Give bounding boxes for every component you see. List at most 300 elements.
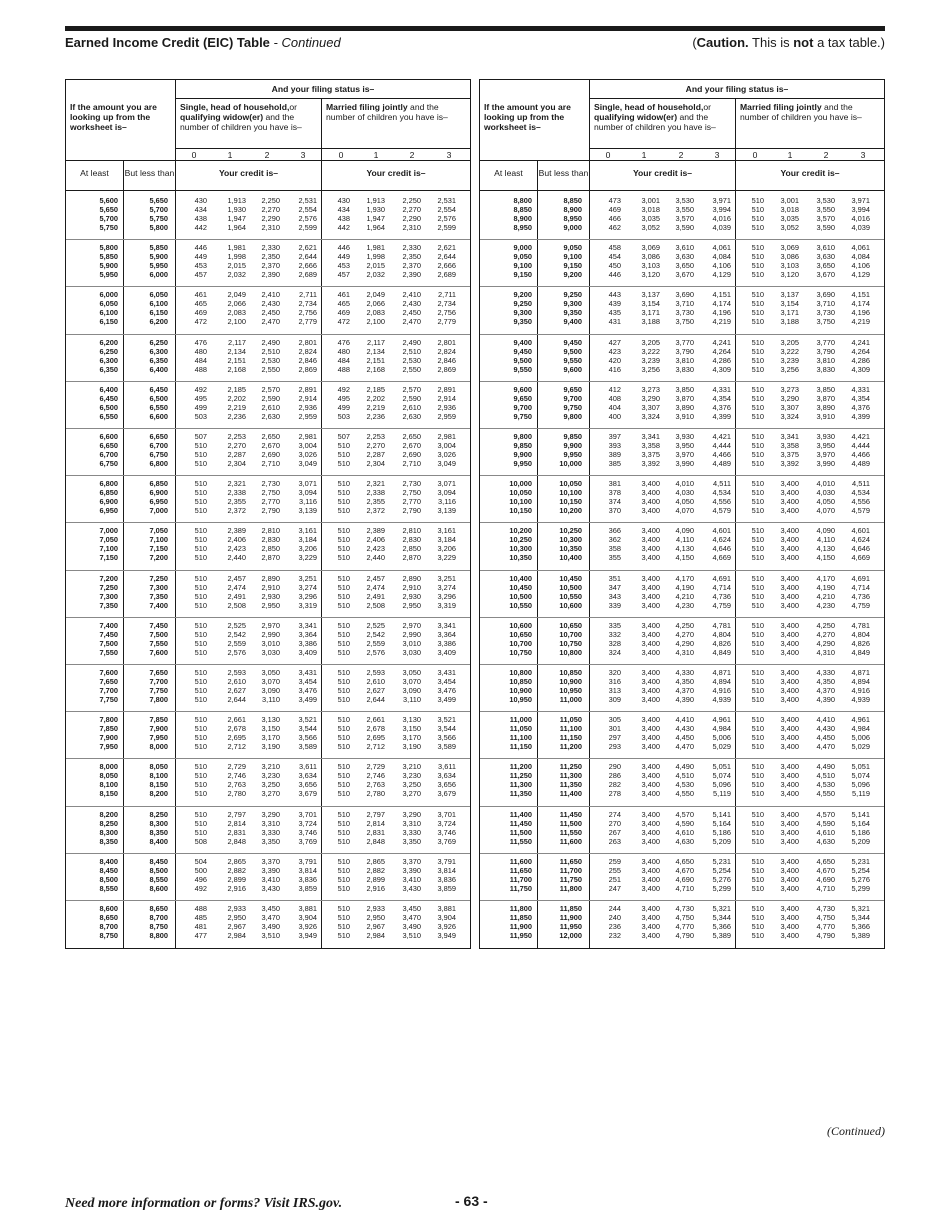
credit-value: 510 [194, 600, 207, 610]
credit-value: 4,750 [816, 913, 835, 922]
credit-value: 2,695 [366, 733, 385, 743]
credit-value: 510 [337, 780, 350, 790]
right-group-divider [480, 758, 884, 759]
credit-value: 3,400 [641, 883, 660, 893]
credit-value: 3,324 [780, 411, 799, 421]
but-less-value: 8,900 [563, 205, 582, 214]
credit-value: 3,400 [780, 544, 799, 554]
table-row [66, 403, 470, 412]
credit-value: 3,930 [816, 432, 835, 441]
table-row [480, 347, 884, 356]
credit-value: 510 [337, 695, 350, 704]
at-least-value: 7,800 [99, 715, 118, 725]
but-less-value: 7,400 [149, 600, 168, 610]
credit-value: 4,354 [712, 393, 731, 403]
credit-value: 5,276 [851, 874, 870, 884]
right-row-group [480, 762, 884, 806]
credit-value: 481 [194, 922, 207, 931]
credit-value: 4,511 [852, 479, 870, 489]
table-row [66, 875, 470, 884]
at-least-value: 7,900 [99, 733, 118, 743]
credit-value: 3,120 [780, 270, 799, 280]
credit-value: 286 [608, 771, 621, 781]
at-least-value: 7,750 [99, 695, 118, 704]
credit-value: 4,129 [851, 270, 870, 280]
credit-value: 3,206 [437, 544, 456, 554]
credit-value: 4,106 [851, 261, 870, 271]
table-row [480, 762, 884, 771]
credit-value: 3,690 [816, 290, 835, 300]
credit-value: 4,376 [712, 402, 731, 412]
table-row [480, 931, 884, 940]
at-least-value: 9,650 [513, 393, 532, 403]
credit-value: 4,530 [816, 780, 835, 790]
credit-value: 510 [751, 337, 764, 347]
credit-value: 3,590 [675, 223, 694, 232]
table-row [66, 205, 470, 214]
but-less-value: 8,650 [149, 904, 168, 913]
credit-value: 2,321 [227, 479, 246, 489]
table-row [66, 270, 470, 279]
credit-value: 2,933 [227, 904, 246, 913]
but-less-value: 5,850 [149, 243, 168, 253]
at-least-value: 6,250 [99, 346, 118, 356]
credit-value: 510 [194, 497, 207, 507]
credit-value: 2,350 [261, 252, 280, 262]
but-less-value: 11,050 [559, 715, 582, 725]
credit-value: 3,431 [298, 668, 317, 677]
credit-value: 3,476 [437, 686, 456, 695]
credit-value: 240 [608, 913, 621, 922]
credit-value: 3,470 [261, 913, 280, 922]
credit-value: 2,621 [298, 243, 317, 253]
table-row [66, 648, 470, 657]
credit-value: 4,590 [816, 818, 835, 828]
credit-value: 2,134 [366, 346, 385, 356]
table-row [480, 385, 884, 394]
table-row [66, 535, 470, 544]
credit-value: 351 [608, 573, 621, 583]
at-least-value: 5,850 [99, 252, 118, 262]
credit-value: 3,229 [298, 553, 317, 563]
credit-value: 2,650 [402, 432, 421, 441]
but-less-value: 9,950 [563, 450, 582, 459]
left-group-divider [66, 475, 470, 476]
credit-value: 454 [608, 252, 621, 262]
credit-value: 510 [194, 629, 207, 639]
credit-value: 4,370 [816, 686, 835, 695]
left-group-divider [66, 286, 470, 287]
table-row [66, 308, 470, 317]
credit-value: 1,981 [227, 243, 246, 253]
credit-value: 2,627 [227, 686, 246, 695]
credit-value: 3,130 [261, 715, 280, 725]
credit-value: 5,389 [712, 931, 731, 940]
credit-value: 3,400 [641, 506, 660, 516]
credit-value: 4,826 [851, 638, 870, 648]
credit-value: 3,400 [641, 591, 660, 601]
but-less-value: 8,550 [149, 874, 168, 884]
at-least-value: 11,350 [509, 789, 532, 799]
credit-value: 5,276 [712, 874, 731, 884]
table-row [66, 695, 470, 704]
at-least-value: 10,100 [509, 497, 532, 507]
credit-value: 510 [751, 308, 764, 318]
credit-value: 3,810 [816, 355, 835, 365]
credit-value: 2,066 [227, 299, 246, 309]
table-row [480, 412, 884, 421]
credit-value: 2,202 [227, 393, 246, 403]
credit-value: 328 [608, 638, 621, 648]
credit-value: 4,376 [851, 402, 870, 412]
table-row [480, 243, 884, 252]
credit-value: 3,030 [402, 647, 421, 657]
left-hline-0 [175, 98, 470, 99]
table-row [66, 432, 470, 441]
credit-value: 510 [751, 364, 764, 374]
left-row-group [66, 526, 470, 570]
credit-value: 3,910 [675, 411, 694, 421]
continued-note: (Continued) [827, 1124, 885, 1138]
but-less-value: 11,500 [559, 818, 582, 828]
credit-value: 324 [608, 647, 621, 657]
credit-value: 510 [194, 479, 207, 489]
at-least-value: 7,600 [99, 668, 118, 677]
credit-value: 3,188 [641, 317, 660, 327]
but-less-value: 9,800 [563, 411, 582, 421]
credit-value: 3,400 [780, 647, 799, 657]
credit-value: 3,319 [437, 600, 456, 610]
credit-value: 1,981 [366, 243, 385, 253]
credit-value: 3,206 [298, 544, 317, 554]
credit-value: 510 [194, 638, 207, 648]
credit-value: 2,100 [366, 317, 385, 327]
table-row [66, 459, 470, 468]
credit-value: 2,185 [366, 384, 385, 394]
credit-value: 4,070 [675, 506, 694, 516]
credit-value: 4,489 [851, 459, 870, 468]
credit-value: 4,270 [816, 629, 835, 639]
right-credit-single-label: Your credit is– [632, 168, 693, 178]
credit-value: 4,196 [851, 308, 870, 318]
credit-value: 4,790 [816, 931, 835, 940]
credit-value: 3,836 [298, 874, 317, 884]
credit-value: 510 [751, 506, 764, 516]
table-row [480, 630, 884, 639]
left-group-divider [66, 522, 470, 523]
credit-value: 3,296 [437, 591, 456, 601]
credit-value: 510 [194, 677, 207, 686]
left-row-group [66, 621, 470, 665]
left-group-divider [66, 711, 470, 712]
at-least-value: 6,900 [99, 497, 118, 507]
table-row [66, 243, 470, 252]
credit-value: 3,161 [298, 526, 317, 536]
right-hline-2 [480, 160, 884, 161]
left-hline-2 [66, 160, 470, 161]
credit-value: 3,400 [641, 922, 660, 931]
at-least-value: 9,800 [513, 432, 532, 441]
credit-value: 2,430 [261, 299, 280, 309]
at-least-value: 7,550 [99, 647, 118, 657]
table-row [480, 432, 884, 441]
credit-value: 378 [608, 488, 621, 498]
credit-value: 4,310 [816, 647, 835, 657]
credit-value: 477 [194, 931, 207, 940]
credit-value: 316 [608, 677, 621, 686]
credit-value: 4,849 [712, 647, 731, 657]
credit-value: 3,170 [261, 733, 280, 743]
credit-value: 2,406 [366, 535, 385, 545]
table-row [480, 553, 884, 562]
right-group-divider [480, 806, 884, 807]
table-row [480, 875, 884, 884]
but-less-value: 8,500 [149, 865, 168, 875]
left-row-group [66, 904, 470, 948]
credit-value: 4,470 [816, 742, 835, 752]
right-row-group [480, 243, 884, 287]
credit-value: 2,576 [437, 214, 456, 223]
credit-value: 3,296 [298, 591, 317, 601]
credit-value: 5,366 [851, 922, 870, 931]
credit-value: 4,710 [675, 883, 694, 893]
credit-value: 2,610 [261, 402, 280, 412]
credit-value: 2,689 [437, 270, 456, 280]
table-row [480, 252, 884, 261]
right-row-group [480, 290, 884, 334]
credit-value: 4,330 [816, 668, 835, 677]
credit-value: 510 [751, 724, 764, 734]
credit-value: 495 [194, 393, 207, 403]
credit-value: 5,074 [712, 771, 731, 781]
at-least-value: 11,100 [509, 733, 532, 743]
but-less-value: 5,800 [149, 223, 168, 232]
table-row [480, 648, 884, 657]
credit-value: 2,770 [402, 497, 421, 507]
credit-value: 3,116 [299, 497, 317, 507]
credit-value: 2,450 [261, 308, 280, 318]
but-less-value: 7,650 [149, 668, 168, 677]
credit-value: 2,570 [261, 384, 280, 394]
credit-value: 510 [337, 874, 350, 884]
credit-value: 3,730 [816, 308, 835, 318]
credit-value: 2,621 [437, 243, 456, 253]
table-row [480, 497, 884, 506]
credit-value: 496 [194, 874, 207, 884]
credit-value: 5,231 [712, 856, 731, 866]
credit-value: 510 [337, 913, 350, 922]
but-less-value: 8,000 [149, 742, 168, 752]
credit-value: 3,400 [641, 647, 660, 657]
but-less-value: 7,500 [149, 629, 168, 639]
credit-value: 3,400 [641, 535, 660, 545]
credit-value: 5,231 [851, 856, 870, 866]
credit-value: 2,865 [366, 856, 385, 866]
right-group-divider [480, 286, 884, 287]
credit-value: 3,499 [298, 695, 317, 704]
credit-value: 2,891 [437, 384, 456, 394]
table-row [66, 715, 470, 724]
credit-value: 3,400 [641, 582, 660, 592]
table-row [480, 205, 884, 214]
left-row-group [66, 574, 470, 618]
credit-value: 2,168 [227, 364, 246, 374]
but-less-value: 10,300 [559, 535, 582, 545]
credit-value: 484 [337, 355, 350, 365]
credit-value: 3,070 [261, 677, 280, 686]
credit-value: 495 [337, 393, 350, 403]
credit-value: 450 [608, 261, 621, 271]
credit-value: 2,869 [298, 364, 317, 374]
credit-value: 3,971 [851, 196, 870, 205]
table-row [480, 922, 884, 931]
credit-value: 3,400 [641, 695, 660, 704]
at-least-value: 11,000 [509, 715, 532, 725]
table-row [480, 828, 884, 837]
at-least-value: 11,600 [509, 856, 532, 866]
credit-value: 4,984 [851, 724, 870, 734]
credit-value: 510 [751, 883, 764, 893]
credit-value: 4,061 [712, 243, 731, 253]
at-least-value: 9,150 [513, 270, 532, 280]
credit-value: 3,769 [298, 836, 317, 846]
at-least-value: 6,300 [99, 355, 118, 365]
left-amount-label: If the amount you are looking up from the worksheet is– [70, 102, 157, 132]
credit-value: 465 [194, 299, 207, 309]
credit-value: 4,894 [851, 677, 870, 686]
credit-value: 510 [751, 535, 764, 545]
credit-value: 3,400 [780, 856, 799, 866]
credit-value: 2,930 [402, 591, 421, 601]
credit-value: 510 [337, 865, 350, 875]
credit-value: 4,090 [675, 526, 694, 536]
credit-value: 2,490 [402, 337, 421, 347]
credit-value: 5,209 [851, 836, 870, 846]
credit-value: 510 [751, 874, 764, 884]
credit-value: 4,759 [712, 600, 731, 610]
credit-value: 510 [751, 600, 764, 610]
credit-value: 3,256 [641, 364, 660, 374]
but-less-value: 9,500 [563, 346, 582, 356]
credit-value: 4,490 [816, 762, 835, 772]
right-children-count-2: 2 [678, 150, 684, 160]
credit-value: 4,849 [851, 647, 870, 657]
credit-value: 3,400 [641, 677, 660, 686]
at-least-value: 9,950 [513, 459, 532, 468]
credit-value: 3,701 [437, 809, 456, 819]
credit-value: 2,250 [402, 196, 421, 205]
but-less-value: 7,850 [149, 715, 168, 725]
credit-value: 431 [608, 317, 621, 327]
credit-value: 510 [337, 827, 350, 837]
credit-value: 510 [194, 818, 207, 828]
right-hline-0 [589, 98, 884, 99]
credit-value: 510 [751, 809, 764, 819]
table-row [66, 338, 470, 347]
credit-value: 3,049 [298, 459, 317, 468]
table-row [66, 385, 470, 394]
but-less-value: 8,400 [149, 836, 168, 846]
credit-value: 4,151 [851, 290, 870, 300]
credit-value: 465 [337, 299, 350, 309]
but-less-value: 5,950 [149, 261, 168, 271]
but-less-value: 8,700 [149, 913, 168, 922]
table-row [66, 789, 470, 798]
credit-value: 2,440 [366, 553, 385, 563]
credit-value: 3,341 [298, 620, 317, 630]
but-less-value: 6,650 [149, 432, 168, 441]
credit-value: 2,083 [227, 308, 246, 318]
table-row [66, 506, 470, 515]
credit-value: 4,939 [712, 695, 731, 704]
left-row-group [66, 290, 470, 334]
table-row [480, 270, 884, 279]
credit-value: 3,499 [437, 695, 456, 704]
credit-value: 4,630 [816, 836, 835, 846]
credit-value: 3,018 [641, 205, 660, 214]
credit-value: 510 [751, 931, 764, 940]
credit-value: 3,120 [641, 270, 660, 280]
credit-value: 510 [337, 488, 350, 498]
but-less-value: 11,600 [559, 836, 582, 846]
credit-value: 2,270 [366, 441, 385, 450]
credit-value: 3,990 [675, 459, 694, 468]
table-row [480, 308, 884, 317]
credit-value: 510 [751, 488, 764, 498]
credit-value: 370 [608, 506, 621, 516]
left-group-divider [66, 381, 470, 382]
credit-value: 503 [194, 411, 207, 421]
at-least-value: 5,800 [99, 243, 118, 253]
table-row [66, 819, 470, 828]
but-less-value: 11,300 [559, 771, 582, 781]
credit-value: 2,734 [437, 299, 456, 309]
credit-value: 469 [337, 308, 350, 318]
credit-value: 3,710 [816, 299, 835, 309]
but-less-value: 9,300 [563, 299, 582, 309]
but-less-value: 7,200 [149, 553, 168, 563]
credit-value: 510 [751, 715, 764, 725]
credit-value: 2,049 [366, 290, 385, 300]
credit-value: 4,290 [816, 638, 835, 648]
credit-value: 4,650 [675, 856, 694, 866]
credit-value: 2,457 [366, 573, 385, 583]
credit-value: 3,375 [780, 450, 799, 459]
credit-value: 3,859 [298, 883, 317, 893]
credit-value: 510 [337, 818, 350, 828]
credit-value: 2,990 [261, 629, 280, 639]
credit-value: 4,556 [851, 497, 870, 507]
but-less-value: 10,950 [559, 686, 582, 695]
right-row-group [480, 432, 884, 476]
table-row [66, 904, 470, 913]
credit-value: 2,644 [298, 252, 317, 262]
credit-value: 3,490 [402, 922, 421, 931]
credit-value: 3,274 [437, 582, 456, 592]
table-row [480, 592, 884, 601]
credit-value: 2,066 [366, 299, 385, 309]
credit-value: 2,644 [437, 252, 456, 262]
credit-value: 508 [194, 836, 207, 846]
credit-value: 3,004 [298, 441, 317, 450]
credit-value: 3,270 [402, 789, 421, 799]
credit-value: 232 [608, 931, 621, 940]
credit-value: 4,070 [816, 506, 835, 516]
credit-value: 358 [608, 544, 621, 554]
credit-value: 453 [194, 261, 207, 271]
credit-value: 3,086 [780, 252, 799, 262]
credit-value: 274 [608, 809, 621, 819]
